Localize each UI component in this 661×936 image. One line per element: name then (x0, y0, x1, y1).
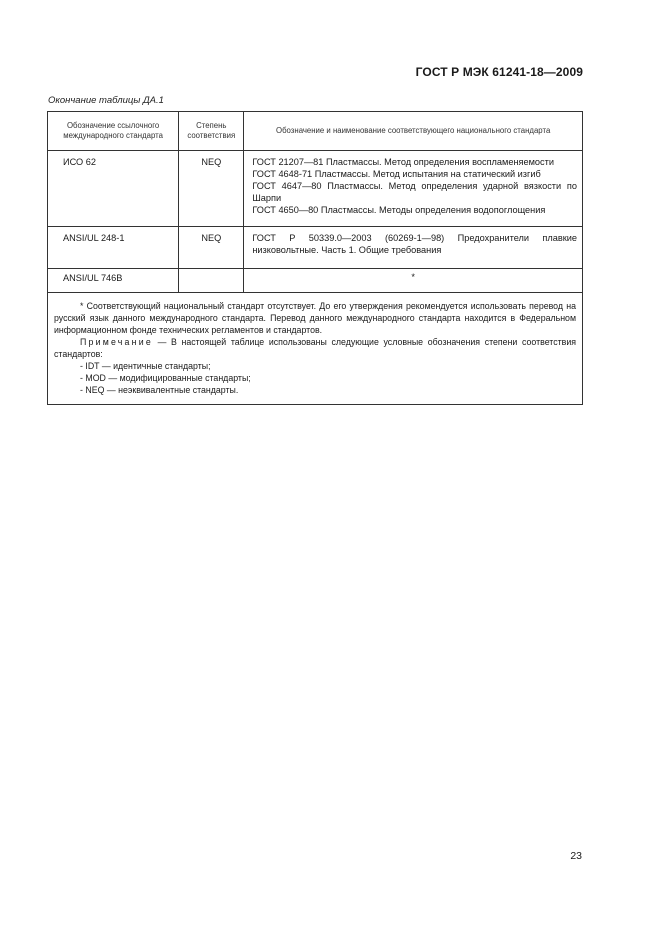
table-caption: Окончание таблицы ДА.1 (48, 95, 164, 106)
column-header-degree: Степень соответствия (179, 112, 244, 151)
list-item: - MOD — модифицированные стандарты; (80, 373, 251, 383)
list-item: - NEQ — неэквивалентные стандарты. (80, 385, 239, 395)
list-item: - IDT — идентичные стандарты; (80, 361, 211, 371)
degree-cell: NEQ (179, 227, 244, 269)
table-header-row (48, 112, 583, 151)
page-number: 23 (570, 850, 582, 862)
degree-cell (179, 269, 244, 293)
notes-cell (48, 293, 583, 405)
table-row (48, 269, 583, 293)
table-row (48, 227, 583, 269)
note-text: — В настоящей таблице использованы следующие условные обозначения степени соответствия стандартов: (54, 337, 576, 359)
national-standard-cell (244, 227, 583, 269)
national-standard-line: ГОСТ 4650—80 Пластмассы. Методы определения водопоглощения (252, 205, 546, 215)
document-header: ГОСТ Р МЭК 61241-18—2009 (415, 65, 583, 79)
national-standard-cell: * (244, 269, 583, 293)
column-header-national: Обозначение и наименование соответствующего национального стандарта (244, 112, 583, 151)
footnote: * Соответствующий национальный стандарт отсутствует. До его утверждения рекомендуется использовать перевод на русский язык данного международного стандарта. Перевод данного международного стандарта находится в Федеральном информационном фонде технических регламентов и стандартов. (54, 301, 576, 335)
national-standard-cell (244, 151, 583, 227)
national-standard-line: ГОСТ 4648-71 Пластмассы. Метод испытания на статический изгиб (252, 169, 541, 179)
table-row (48, 151, 583, 227)
note-paragraph (54, 336, 576, 360)
notes-row (48, 293, 583, 405)
national-standard-line: ГОСТ Р 50339.0—2003 (60269-1—98) Предохранители плавкие низковольтные. Часть 1. Общие требования (252, 233, 577, 255)
national-standard-line: ГОСТ 4647—80 Пластмассы. Метод определения ударной вязкости по Шарпи (252, 181, 577, 203)
degree-cell: NEQ (179, 151, 244, 227)
column-header-reference: Обозначение ссылочного международного стандарта (48, 112, 179, 151)
reference-cell: ANSI/UL 248-1 (48, 227, 179, 269)
standards-table (47, 111, 583, 405)
national-standard-line: ГОСТ 21207—81 Пластмассы. Метод определения воспламеняемости (252, 157, 554, 167)
reference-cell: ИСО 62 (48, 151, 179, 227)
note-label: Примечание (80, 337, 153, 347)
reference-cell: ANSI/UL 746B (48, 269, 179, 293)
